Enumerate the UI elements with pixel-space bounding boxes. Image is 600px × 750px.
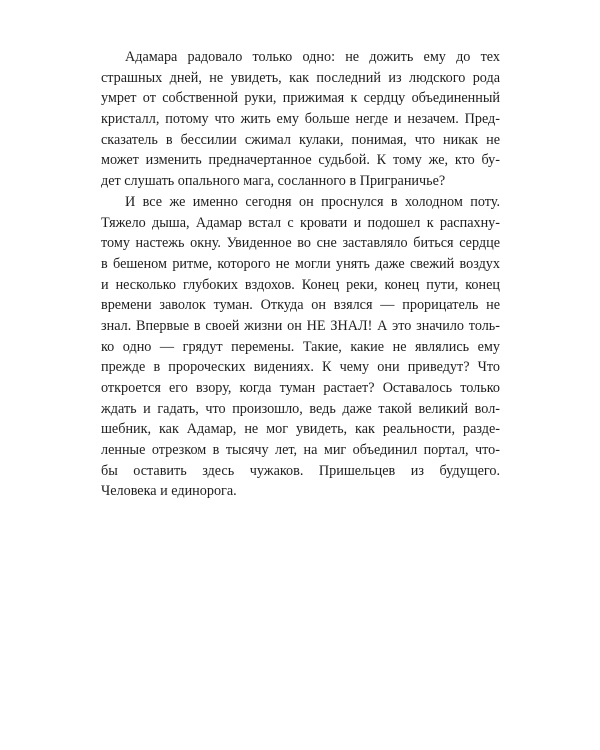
paragraph-2-line-2: Тяжело дыша, Адамар встал с кровати и подошел к распахну- bbox=[101, 214, 500, 231]
paragraph-1-line-1: Адамара радовало только одно: не дожить ему до тех bbox=[125, 49, 500, 65]
paragraph-1-line-4: кристалл, потому что жить ему больше негде и незачем. Пред- bbox=[101, 111, 500, 128]
body-text bbox=[101, 47, 500, 502]
paragraph-2-line-3: тому настежь окну. Увиденное во сне заставляло биться сердце bbox=[101, 235, 500, 252]
paragraph-2-line-7: знал. Впервые в своей жизни он НЕ ЗНАЛ! А это значило толь- bbox=[101, 317, 500, 334]
paragraph-2-line-14: бы оставить здесь чужаков. Пришельцев из будущего. bbox=[101, 462, 500, 479]
paragraph-2-line-12: шебник, как Адамар, не мог увидеть, как реальности, разде- bbox=[101, 421, 500, 438]
paragraph-2-line-8: ко одно — грядут перемены. Такие, какие не являлись ему bbox=[101, 338, 500, 355]
paragraph-2-line-5: и несколько глубоких вздохов. Конец реки, конец пути, конец bbox=[101, 276, 500, 293]
paragraph-2-line-4: в бешеном ритме, которого не могли унять даже свежий воздух bbox=[101, 255, 500, 272]
paragraph-2-line-10: откроется его взору, когда туман растает? Оставалось только bbox=[101, 380, 500, 396]
paragraph-2-line-1: И все же именно сегодня он проснулся в холодном поту. bbox=[125, 193, 500, 210]
paragraph-1-line-2: страшных дней, не увидеть, как последний из людского рода bbox=[101, 69, 500, 86]
paragraph-1-line-6: может изменить предначертанное судьбой. К тому же, кто бу- bbox=[101, 152, 500, 169]
paragraph-1-line-7: дет слушать опального мага, сосланного в Приграничье? bbox=[101, 173, 446, 190]
paragraph-1-line-5: сказатель в бессилии сжимал кулаки, понимая, что никак не bbox=[101, 131, 500, 148]
paragraph-2-line-13: ленные отрезком в тысячу лет, на миг объединил портал, что- bbox=[101, 442, 500, 459]
paragraph-2-line-6: времени заволок туман. Откуда он взялся — прорицатель не bbox=[101, 297, 500, 314]
paragraph-2-line-9: прежде в пророческих видениях. К чему они приведут? Что bbox=[101, 359, 500, 376]
paragraph-1-line-3: умрет от собственной руки, прижимая к сердцу объединенный bbox=[101, 90, 500, 107]
paragraph-2-line-11: ждать и гадать, что произошло, ведь даже такой великий вол- bbox=[101, 400, 500, 417]
paragraph-2-line-15: Человека и единорога. bbox=[101, 483, 237, 500]
